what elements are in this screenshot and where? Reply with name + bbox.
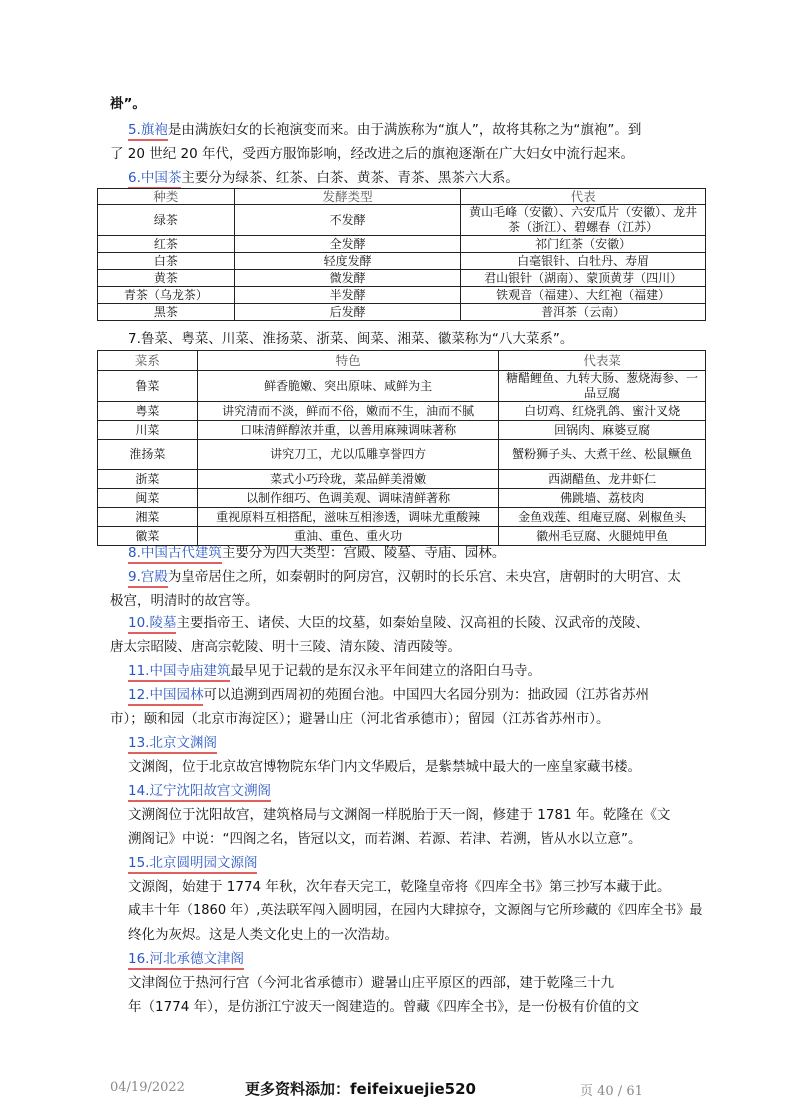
table-cell: 以制作细巧、色调美观、调味清鲜著称 [197,489,498,508]
table-cell: 浙菜 [98,470,198,489]
table-cell: 不发酵 [234,205,461,236]
table-row [98,304,706,321]
item-14-heading [128,779,271,803]
cuisine-header-cell: 菜系 [98,351,198,371]
item-16-text2: 年（1774 年），是仿浙江宁波天一阁建造的。曾藏《四库全书》，是一份极有价值的文 [128,999,640,1015]
table-cell: 君山银针（湖南）、蒙顶黄芽（四川） [461,270,706,287]
table-cell: 鲁菜 [98,371,198,402]
tea-header-cell: 种类 [98,189,235,205]
table-cell: 徽菜 [98,527,198,546]
table-cell: 后发酵 [234,304,461,321]
table-cell: 绿茶 [98,205,235,236]
item-13-title: 13.北京文渊阁 [128,735,217,754]
table-row [98,253,706,270]
table-cell: 徽州毛豆腐、火腿炖甲鱼 [499,527,706,546]
tea-table [97,188,706,321]
tea-header-cell: 发酵类型 [234,189,461,205]
footer-promo: 更多资料添加：feifeixuejie520 [245,1080,476,1098]
table-cell: 半发酵 [234,287,461,304]
table-cell: 微发酵 [234,270,461,287]
item-10-title: 10.陵墓 [128,615,176,634]
table-cell: 黑茶 [98,304,235,321]
item-5-line2: 了 20 世纪 20 年代，受西方服饰影响，经改进之后的旗袍逐渐在广大妇女中流行起来。 [110,146,635,162]
item-8-line: 8.中国古代建筑主要分为四大类型：宫殿、陵墓、寺庙、园林。 [128,541,505,565]
table-cell: 鲜香脆嫩、突出原味、咸鲜为主 [197,371,498,402]
item-15-text2: 咸丰十年（1860 年）,英法联军闯入圆明园，在园内大肆掠夺，文源阁与它所珍藏的《四库全书》最 [128,903,703,918]
item-16-text1: 文津阁位于热河行宫（今河北省承德市）避暑山庄平原区的西部，建于乾隆三十九 [128,975,614,991]
table-cell: 回锅肉、麻婆豆腐 [499,421,706,440]
table-cell: 铁观音（福建）、大红袍（福建） [461,287,706,304]
item-9-title: 9.宫殿 [128,569,168,588]
item-15-text1: 文源阁，始建于 1774 年秋，次年春天完工，乾隆皇帝将《四库全书》第三抄写本藏于此。 [128,879,671,895]
table-cell: 黄山毛峰（安徽）、六安瓜片（安徽）、龙井茶（浙江）、碧螺春（江苏） [461,205,706,236]
table-row [98,287,706,304]
table-cell: 重油、重色、重火功 [197,527,498,546]
intro-tail: 褂”。 [110,96,146,112]
footer-date: 04/19/2022 [110,1080,185,1095]
table-cell: 普洱茶（云南） [461,304,706,321]
table-cell: 黄茶 [98,270,235,287]
table-cell: 糖醋鲤鱼、九转大肠、葱烧海参、一品豆腐 [499,371,706,402]
table-row [98,270,706,287]
table-cell: 轻度发酵 [234,253,461,270]
item-9-line2: 极宫，明清时的故宫等。 [110,593,259,609]
tea-header-row [98,189,706,205]
table-cell: 金鱼戏莲、组庵豆腐、剁椒鱼头 [499,508,706,527]
item-15-title: 15.北京圆明园文源阁 [128,855,257,874]
item-12-line2: 市）；颐和园（北京市海淀区）；避暑山庄（河北省承德市）；留园（江苏省苏州市）。 [110,711,610,727]
item-13-text: 文渊阁，位于北京故宫博物院东华门内文华殿后，是紫禁城中最大的一座皇家藏书楼。 [128,759,641,775]
item-14-text1: 文溯阁位于沈阳故宫，建筑格局与文渊阁一样脱胎于天一阁，修建于 1781 年。乾隆在《文 [128,807,671,823]
cuisine-header-cell: 特色 [197,351,498,371]
item-5-title: 5.旗袍 [128,122,168,141]
table-row [98,508,706,527]
table-row [98,402,706,421]
table-cell: 重视原料互相搭配，滋味互相渗透，调味尤重酸辣 [197,508,498,527]
table-cell: 湘菜 [98,508,198,527]
table-cell: 佛跳墙、荔枝肉 [499,489,706,508]
item-10-line2: 唐太宗昭陵、唐高宗乾陵、明十三陵、清东陵、清西陵等。 [110,639,461,655]
table-row [98,371,706,402]
item-16-title: 16.河北承德文津阁 [128,951,244,970]
item-13-heading [128,731,217,755]
table-cell: 白毫银针、白牡丹、寿眉 [461,253,706,270]
item-10-line1: 10.陵墓主要指帝王、诸侯、大臣的坟墓，如秦始皇陵、汉高祖的长陵、汉武帝的茂陵、 [128,611,649,635]
item-14-title: 14.辽宁沈阳故宫文溯阁 [128,783,271,802]
table-cell: 全发酵 [234,236,461,253]
item-6-title: 6.中国茶 [128,170,181,189]
item-9-line1: 9.宫殿为皇帝居住之所，如秦朝时的阿房宫，汉朝时的长乐宫、未央宫，唐朝时的大明宫、太 [128,565,681,589]
item-11-title: 11.中国寺庙建筑 [128,663,230,682]
table-cell: 蟹粉狮子头、大煮干丝、松鼠鳜鱼 [499,440,706,470]
table-cell: 白切鸡、红烧乳鸽、蜜汁叉烧 [499,402,706,421]
item-7-line: 7.鲁菜、粤菜、川菜、淮扬菜、浙菜、闽菜、湘菜、徽菜称为“八大菜系”。 [128,331,574,347]
item-12-line1: 12.中国园林可以追溯到西周初的苑囿台池。中国四大名园分别为：拙政园（江苏省苏州 [128,683,649,707]
table-cell: 青茶（乌龙茶） [98,287,235,304]
table-row [98,236,706,253]
item-14-text2: 溯阁记》中说：“四阁之名，皆冠以文，而若渊、若源、若津、若溯，皆从水以立意”。 [128,831,642,847]
table-cell: 讲究刀工，尤以瓜雕享誉四方 [197,440,498,470]
item-12-title: 12.中国园林 [128,687,203,706]
table-cell: 白茶 [98,253,235,270]
table-row [98,470,706,489]
table-row [98,205,706,236]
item-8-title: 8.中国古代建筑 [128,545,222,564]
cuisine-header-row [98,351,706,371]
table-cell: 川菜 [98,421,198,440]
footer-page-number: 页 40 / 61 [580,1084,643,1099]
table-row [98,421,706,440]
item-5-line1: 5.旗袍是由满族妇女的长袍演变而来。由于满族称为“旗人”，故将其称之为“旗袍”。到 [128,118,641,142]
table-cell: 粤菜 [98,402,198,421]
table-cell: 祁门红茶（安徽） [461,236,706,253]
table-cell: 闽菜 [98,489,198,508]
table-cell: 红茶 [98,236,235,253]
cuisine-header-cell: 代表菜 [499,351,706,371]
table-cell: 口味清鲜醇浓并重，以善用麻辣调味著称 [197,421,498,440]
cuisine-table [97,350,706,546]
table-cell: 西湖醋鱼、龙井虾仁 [499,470,706,489]
item-16-heading [128,947,244,971]
table-row [98,489,706,508]
item-11-line: 11.中国寺庙建筑最早见于记载的是东汉永平年间建立的洛阳白马寺。 [128,659,541,683]
item-15-text3: 终化为灰烬。这是人类文化史上的一次浩劫。 [128,927,398,943]
item-6-line: 6.中国茶主要分为绿茶、红茶、白茶、黄茶、青茶、黑茶六大系。 [128,166,519,190]
table-cell: 菜式小巧玲珑，菜品鲜美滑嫩 [197,470,498,489]
table-row [98,440,706,470]
table-cell: 淮扬菜 [98,440,198,470]
item-15-heading [128,851,257,875]
tea-header-cell: 代表 [461,189,706,205]
table-cell: 讲究清而不淡，鲜而不俗，嫩而不生，油而不腻 [197,402,498,421]
